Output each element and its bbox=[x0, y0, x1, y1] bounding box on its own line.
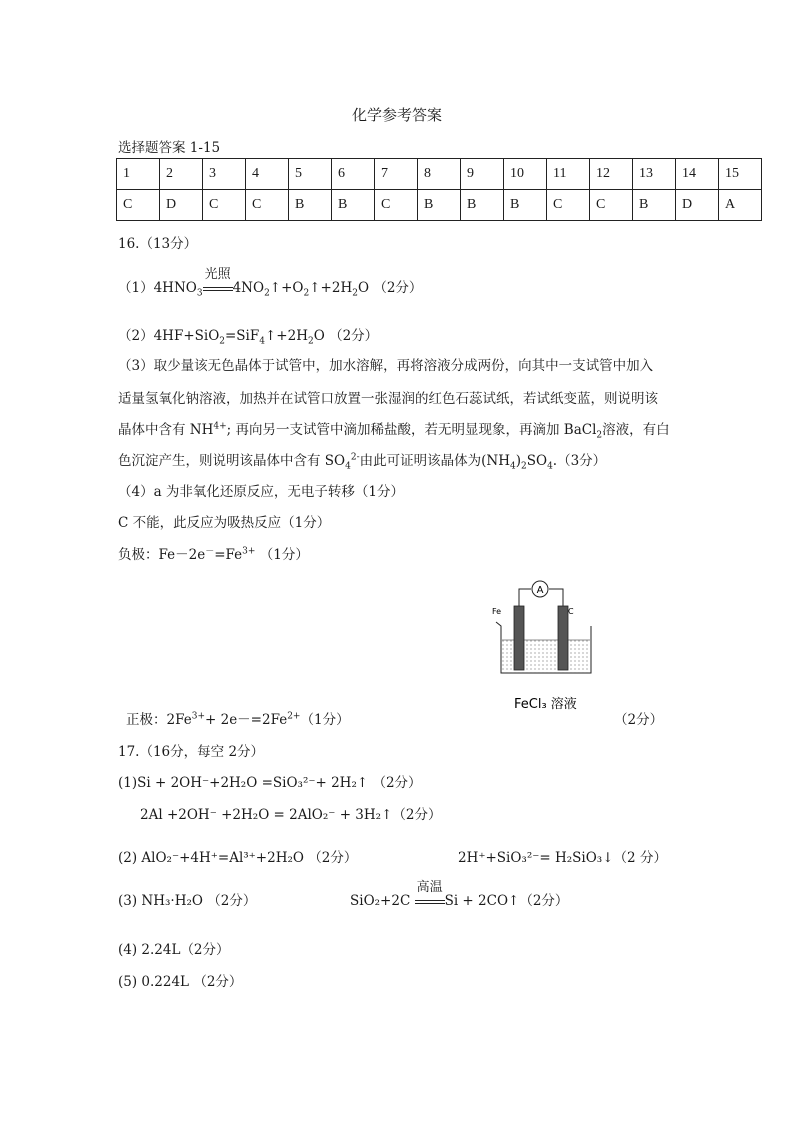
q16-p1-tail2: ↑+2H bbox=[309, 280, 353, 296]
answer-number: 7 bbox=[375, 159, 418, 190]
pos-eq-b: + 2e－=2Fe bbox=[205, 712, 288, 728]
q16-p3-line2: 适量氢氧化钠溶液，加热并在试管口放置一张湿润的红色石蕊试纸，若试纸变蓝，则说明该 bbox=[118, 391, 658, 407]
neg-eq-c: （1分） bbox=[259, 547, 309, 563]
answer-number: 5 bbox=[289, 159, 332, 190]
answer-number: 3 bbox=[203, 159, 246, 190]
answer-number: 1 bbox=[117, 159, 160, 190]
q16-p3-l4b: 由此可证明该晶体为(NH bbox=[359, 453, 510, 469]
answer-number: 2 bbox=[160, 159, 203, 190]
answer-number: 8 bbox=[418, 159, 461, 190]
answer-letter: B bbox=[504, 190, 547, 221]
q17-line4b bbox=[350, 880, 569, 909]
page-title: 化学参考答案 bbox=[351, 106, 442, 124]
answer-letter: C bbox=[203, 190, 246, 221]
q16-p1-tail: ↑+O bbox=[269, 280, 304, 296]
q16-p1-prefix: （1）4HNO bbox=[118, 280, 197, 296]
answer-number: 6 bbox=[332, 159, 375, 190]
q16-p3-l3c: 溶液，有白 bbox=[602, 422, 670, 438]
neg-eq-b: =Fe bbox=[214, 547, 243, 563]
answer-number: 4 bbox=[246, 159, 289, 190]
answer-number: 11 bbox=[547, 159, 590, 190]
answer-letter: C bbox=[375, 190, 418, 221]
answer-letter: C bbox=[547, 190, 590, 221]
answer-number: 13 bbox=[633, 159, 676, 190]
diagram-caption: FeCl₃ 溶液 bbox=[514, 697, 577, 712]
q16-p4-line2: C 不能，此反应为吸热反应（1分） bbox=[118, 515, 331, 531]
answer-number: 14 bbox=[676, 159, 719, 190]
answer-letter: C bbox=[246, 190, 289, 221]
negative-electrode-eq: 负极：$Fe-2e^-=Fe^{3+}$ （1分） bbox=[118, 546, 309, 563]
answer-letter: B bbox=[289, 190, 332, 221]
answer-letter: C bbox=[590, 190, 633, 221]
q17-line3b: 2H⁺+SiO₃²⁻= H₂SiO₃↓（2 bbox=[458, 850, 636, 866]
c-electrode bbox=[558, 606, 568, 670]
reaction-condition: 光照 bbox=[204, 267, 231, 282]
q16-p3-l4d: SO bbox=[526, 453, 548, 469]
q16-p2-d: O （2分） bbox=[313, 328, 379, 344]
q16-p3-l3b: ; 再向另一支试管中滴加稀盐酸，若无明显现象，再滴加 BaCl bbox=[226, 422, 597, 438]
q16-p2-a: （2）4HF+SiO bbox=[118, 328, 220, 344]
answer-number: 12 bbox=[590, 159, 633, 190]
q16-p3-l4a: 色沉淀产生，则说明该晶体中含有 SO bbox=[118, 453, 346, 469]
q16-p3-line1: （3）取少量该无色晶体于试管中，加水溶解，再将溶液分成两份，向其中一支试管中加入 bbox=[118, 358, 654, 374]
pos-eq-c: （1分） bbox=[300, 712, 350, 728]
answer-letter: B bbox=[332, 190, 375, 221]
positive-electrode-eq: 正极：$2Fe^{3+}+ 2e-=2Fe^{2+}(1$分） bbox=[126, 711, 350, 728]
answer-letter: D bbox=[676, 190, 719, 221]
q16-header: 16.（13分） bbox=[118, 236, 198, 252]
reaction-condition: 高温 bbox=[416, 880, 443, 895]
answer-letter: A bbox=[719, 190, 762, 221]
q17-l4b-reactants: SiO₂+2C bbox=[350, 893, 411, 909]
q16-p3-l3a: 晶体中含有 NH bbox=[118, 422, 214, 438]
pos-eq-a: 正极：2Fe bbox=[126, 712, 192, 728]
q17-line5: (4) 2.24L（2分） bbox=[118, 942, 230, 958]
q17-line2: 2Al +2OH⁻ +2H₂O = 2AlO₂⁻ + 3H₂↑（2分） bbox=[140, 807, 442, 823]
galvanic-cell-diagram bbox=[486, 576, 606, 716]
q16-p1-rest: 4NO bbox=[232, 280, 265, 296]
q16-p3-l4e: .（3分） bbox=[552, 453, 607, 469]
ammeter-label: A bbox=[536, 585, 544, 596]
answer-table bbox=[116, 158, 762, 221]
answer-letter: B bbox=[633, 190, 676, 221]
answer-letter: C bbox=[117, 190, 160, 221]
q16-part2: $(2)4HF+SiO_2=SiF_4↑+2H_2O$ （2分） bbox=[118, 328, 379, 347]
answer-number: 9 bbox=[461, 159, 504, 190]
fe-electrode-label: Fe bbox=[492, 607, 502, 616]
reaction-arrow bbox=[203, 267, 233, 296]
q17-l4c-products: Si + 2CO↑（2分） bbox=[444, 893, 569, 909]
q16-p3-line3: 晶体中含有 $NH^{4+}$; 再向另一支试管中滴加稀盐酸，若无明显现象，再滴加 BaCl$_2$溶液，有白 bbox=[118, 421, 670, 441]
answer-number: 10 bbox=[504, 159, 547, 190]
q16-p2-c: ↑+2H bbox=[264, 328, 308, 344]
q17-header: 17.（16分，每空 2分） bbox=[118, 744, 265, 760]
answer-table-numbers-row bbox=[117, 159, 762, 190]
answer-letter: D bbox=[160, 190, 203, 221]
q16-p4-line1: （4）a 为非氧化还原反应，无电子转移（1分） bbox=[118, 484, 405, 500]
q16-part1: $(1)4HNO_3$ 光照 $4NO_2↑+O_2↑+2H_2O$ （2分） bbox=[118, 276, 422, 299]
q16-p3-line4: 色沉淀产生，则说明该晶体中含有 $SO_4^{2-}$由此可证明该晶体为$(NH_4)_2SO_4.(3$分） bbox=[118, 452, 607, 472]
answer-number: 15 bbox=[719, 159, 762, 190]
diagram-score: （2分） bbox=[614, 712, 664, 728]
q17-line6: (5) 0.224L （2分） bbox=[118, 974, 243, 990]
c-electrode-label: C bbox=[568, 607, 574, 616]
reaction-arrow bbox=[415, 880, 445, 909]
q16-p3-l4c: ) bbox=[515, 453, 521, 469]
q16-p2-b: =SiF bbox=[225, 328, 260, 344]
q17-line4a: (3) NH₃·H₂O （2分） bbox=[118, 893, 257, 909]
q16-p1-tail3: O （2分） bbox=[357, 280, 423, 296]
mc-header: 选择题答案 1-15 bbox=[118, 140, 221, 156]
answer-letter: B bbox=[418, 190, 461, 221]
answer-letter: B bbox=[461, 190, 504, 221]
q17-line3a: (2) AlO₂⁻+4H⁺=Al³⁺+2H₂O （2分） bbox=[118, 850, 358, 866]
fe-electrode bbox=[514, 606, 524, 670]
answer-table-answers-row bbox=[117, 190, 762, 221]
neg-eq-a: 负极：Fe－2e bbox=[118, 547, 206, 563]
q17-line1: (1)Si + 2OH⁻+2H₂O =SiO₃²⁻+ 2H₂↑ （2分） bbox=[118, 775, 422, 791]
q17-line3c: 分） bbox=[640, 850, 667, 866]
